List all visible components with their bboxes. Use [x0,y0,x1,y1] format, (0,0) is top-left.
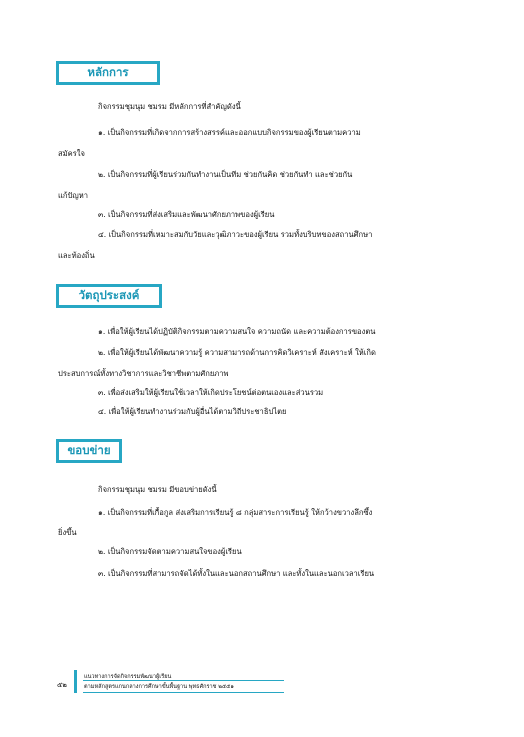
list-item-line: สมัครใจ [58,149,85,158]
list-item-line: และท้องถิ่น [58,251,95,260]
list-item-line: ๑. เป็นกิจกรรมที่เกิดจากการสร้างสรรค์และออกแบบกิจกรรมของผู้เรียนตามความ [98,128,361,137]
list-item-line: ๓. เป็นกิจกรรมที่สามารถจัดได้ทั้งในและนอกสถานศึกษา และทั้งในและนอกเวลาเรียน [98,569,375,578]
section-heading-label: หลักการ [59,64,157,82]
list-item-line: ๑. เพื่อให้ผู้เรียนได้ปฏิบัติกิจกรรมตามความสนใจ ความถนัด และความต้องการของตน [98,327,376,336]
list-item-line: ๒. เพื่อให้ผู้เรียนได้พัฒนาความรู้ ความสามารถด้านการคิดวิเคราะห์ สังเคราะห์ ให้เกิด [98,348,376,357]
list-item-line: ๒. เป็นกิจกรรมที่ผู้เรียนร่วมกันทำงานเป็นทีม ช่วยกันคิด ช่วยกันทำ และช่วยกัน [98,170,353,179]
section-heading-principles [56,61,160,85]
list-item-line: ๓. เพื่อส่งเสริมให้ผู้เรียนใช้เวลาให้เกิดประโยชน์ต่อตนเองและส่วนรวม [98,388,324,397]
section-intro: กิจกรรมชุมนุม ชมรม มีขอบข่ายดังนี้ [98,485,217,494]
footer-divider [83,692,284,693]
list-item-line: ๔. เป็นกิจกรรมที่เหมาะสมกับวัยและวุฒิภาวะของผู้เรียน รวมทั้งบริบทของสถานศึกษา [98,230,373,239]
section-heading-label: ขอบข่าย [59,442,119,460]
footer-title-line1: แนวทางการจัดกิจกรรมพัฒนาผู้เรียน [84,674,172,680]
list-item-line: ๓. เป็นกิจกรรมที่ส่งเสริมและพัฒนาศักยภาพของผู้เรียน [98,210,275,219]
list-item-line: ประสบการณ์ทั้งทางวิชาการและวิชาชีพตามศักยภาพ [58,369,229,378]
list-item-line: แก้ปัญหา [58,191,89,200]
footer-title-line2: ตามหลักสูตรแกนกลางการศึกษาขั้นพื้นฐาน พุทธศักราช ๒๕๕๑ [84,684,234,690]
list-item-line: ๑. เป็นกิจกรรมที่เกื้อกูล ส่งเสริมการเรียนรู้ ๘ กลุ่มสาระการเรียนรู้ ให้กว้างขวางลึกซึ้ง [98,508,373,517]
section-intro: กิจกรรมชุมนุม ชมรม มีหลักการที่สำคัญดังนี้ [98,102,241,111]
list-item-line: ยิ่งขึ้น [58,528,77,537]
list-item-line: ๒. เป็นกิจกรรมจัดตามความสนใจของผู้เรียน [98,547,242,556]
section-heading-objectives [56,284,162,308]
list-item-line: ๔. เพื่อให้ผู้เรียนทำงานร่วมกับผู้อื่นได้ตามวิถีประชาธิปไตย [98,407,287,416]
page-number: ๕๒ [57,681,67,689]
footer-divider [83,680,284,681]
section-heading-scope [56,439,122,463]
section-heading-label: วัตถุประสงค์ [59,287,159,305]
footer-accent-bar [74,670,77,693]
